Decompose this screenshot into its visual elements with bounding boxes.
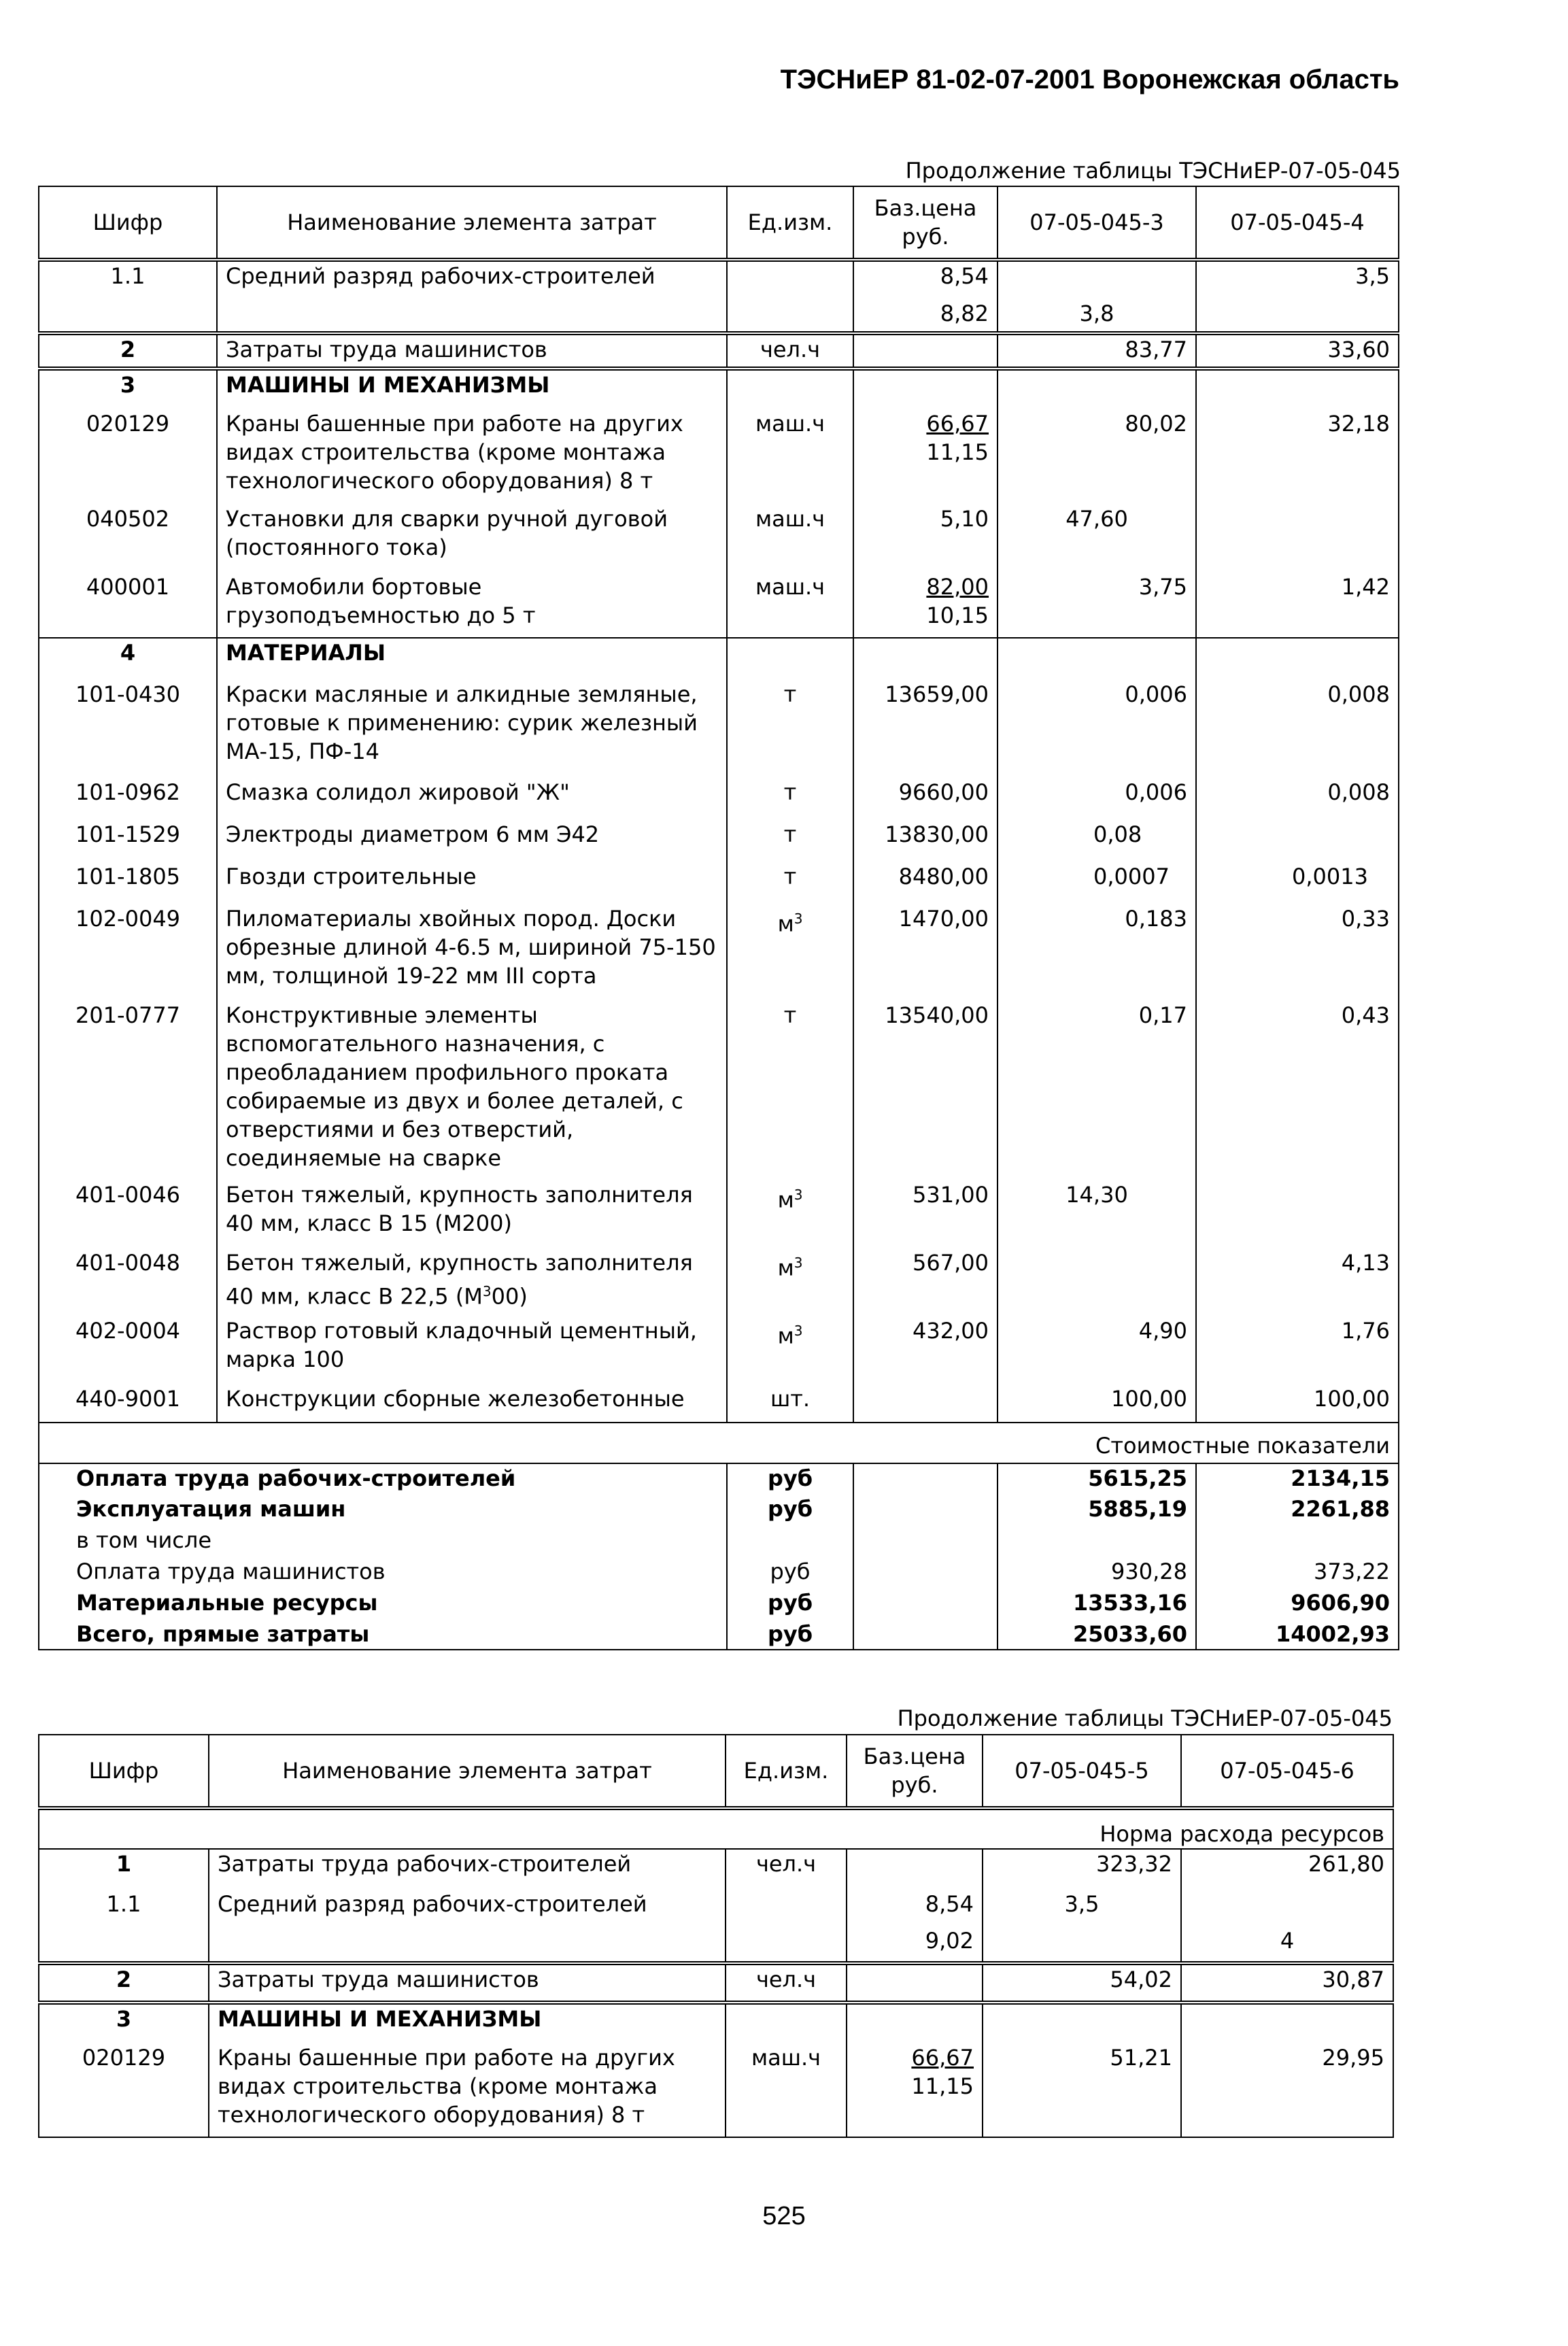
row-code: 102-0049	[75, 906, 181, 932]
price-main: 66,67	[911, 2045, 974, 2071]
cost-section-title: Стоимостные показатели	[39, 1423, 1399, 1463]
row-unit	[726, 1926, 847, 1963]
row-value-1: 3,8	[998, 299, 1196, 333]
cost-label: Материальные ресурсы	[76, 1590, 378, 1616]
table-row	[39, 680, 1399, 778]
row-value-1: 3,5	[983, 1890, 1181, 1926]
header-col1: 07-05-045-5	[983, 1735, 1181, 1808]
row-name: Средний разряд рабочих-строителей	[209, 1890, 726, 1926]
row-value-1	[998, 1248, 1196, 1316]
header-unit: Ед.изм.	[726, 1735, 847, 1808]
row-price	[853, 1384, 998, 1423]
row-value-2	[1196, 299, 1399, 333]
norm-section-title: Норма расхода ресурсов	[39, 1808, 1393, 1849]
row-value-1: 54,02	[983, 1963, 1181, 2003]
price-secondary: 10,15	[926, 602, 989, 628]
row-price: 8,82	[853, 299, 998, 333]
row-value-1: 0,006	[998, 680, 1196, 778]
price-main: 82,00	[926, 574, 989, 600]
table-row	[39, 820, 1399, 862]
cost-value-1: 930,28	[998, 1557, 1196, 1588]
row-unit: т	[727, 820, 853, 862]
price-secondary: 11,15	[911, 2073, 974, 2099]
row-price: 1470,00	[853, 904, 998, 1001]
row-name: Краны башенные при работе на других видах строительства (кроме монтажа технологического оборудования) 8 т	[209, 2043, 726, 2137]
row-value-1: 0,08	[998, 820, 1196, 862]
cost-unit: руб	[727, 1557, 853, 1588]
row-code: 402-0004	[75, 1318, 181, 1344]
row-value-2: 1,76	[1196, 1316, 1399, 1384]
row-price: 9,02	[847, 1926, 983, 1963]
row-value-2	[1196, 1180, 1399, 1248]
table-row	[39, 638, 1399, 680]
row-code: 401-0048	[75, 1250, 181, 1276]
table-row	[39, 1248, 1399, 1316]
cost-unit	[727, 1526, 853, 1557]
row-value-2: 0,43	[1196, 1001, 1399, 1180]
table1-header-row	[39, 186, 1399, 260]
row-value-1: 14,30	[998, 1180, 1196, 1248]
row-name: Электроды диаметром 6 мм Э42	[217, 820, 727, 862]
row-unit: т	[727, 1001, 853, 1180]
section-title: МАШИНЫ И МЕХАНИЗМЫ	[209, 2003, 726, 2043]
norm-title-row	[39, 1808, 1393, 1849]
row-value-2: 4	[1181, 1926, 1393, 1963]
document-header: ТЭСНиЕР 81-02-07-2001 Воронежская область	[780, 65, 1399, 95]
table-row	[39, 1890, 1393, 1926]
cost-label: в том числе	[76, 1527, 211, 1553]
table-row	[39, 573, 1399, 638]
row-code: 201-0777	[75, 1002, 181, 1028]
row-unit: т	[727, 778, 853, 820]
cost-value-1: 5615,25	[998, 1463, 1196, 1495]
cost-value-1: 13533,16	[998, 1588, 1196, 1620]
row-price: 9660,00	[853, 778, 998, 820]
table-row	[39, 333, 1399, 369]
header-code: Шифр	[39, 1735, 209, 1808]
cost-row	[39, 1588, 1399, 1620]
row-name: Бетон тяжелый, крупность заполнителя 40 мм, класс В 22,5 $(М^300)$	[217, 1248, 727, 1316]
price-main: 66,67	[926, 411, 989, 437]
row-value-1: 3,75	[998, 573, 1196, 638]
cost-unit: руб	[727, 1463, 853, 1495]
row-code: 3	[120, 372, 136, 398]
row-code: 020129	[86, 411, 170, 437]
row-name: Пиломатериалы хвойных пород. Доски обрезные длиной 4-6.5 м, шириной 75-150 мм, толщиной 19-22 мм III сорта	[217, 904, 727, 1001]
row-price: 531,00	[853, 1180, 998, 1248]
row-name: Краски масляные и алкидные земляные, готовые к применению: сурик железный МА-15, ПФ-14	[217, 680, 727, 778]
row-value-2	[1196, 820, 1399, 862]
row-value-2: 1,42	[1196, 573, 1399, 638]
row-unit: чел.ч	[726, 1963, 847, 2003]
table-row	[39, 409, 1399, 505]
row-value-1: 0,006	[998, 778, 1196, 820]
row-value-1: 323,32	[983, 1849, 1181, 1890]
row-price	[847, 1963, 983, 2003]
table-row	[39, 1963, 1393, 2003]
row-code: 101-1805	[75, 864, 181, 889]
row-price	[847, 1849, 983, 1890]
row-name: Затраты труда рабочих-строителей	[209, 1849, 726, 1890]
row-code: 040502	[86, 506, 170, 532]
row-unit	[727, 299, 853, 333]
row-price: 567,00	[853, 1248, 998, 1316]
row-code: 1.1	[106, 1891, 141, 1917]
table-row	[39, 1384, 1399, 1423]
table-row	[39, 1316, 1399, 1384]
row-price: 13830,00	[853, 820, 998, 862]
cost-value-2: 14002,93	[1196, 1620, 1399, 1650]
row-price: 5,10	[853, 505, 998, 573]
table2-continuation: Продолжение таблицы ТЭСНиЕР-07-05-045	[897, 1705, 1393, 1731]
row-unit: маш.ч	[727, 505, 853, 573]
row-unit: т	[727, 680, 853, 778]
table-row	[39, 1001, 1399, 1180]
row-price: 8480,00	[853, 862, 998, 904]
cost-value-1: 5885,19	[998, 1495, 1196, 1526]
row-code: 020129	[82, 2045, 166, 2071]
row-name: Конструктивные элементы вспомогательного назначения, с преобладанием профильного проката собираемые из двух и более деталей, с отверстиями и без отверстий, соединяемые на сварке	[217, 1001, 727, 1180]
table-row	[39, 369, 1399, 409]
row-name	[217, 299, 727, 333]
row-name: Затраты труда машинистов	[209, 1963, 726, 2003]
row-code	[39, 1926, 209, 1963]
row-code: 440-9001	[75, 1386, 181, 1412]
table-row	[39, 862, 1399, 904]
cost-row	[39, 1526, 1399, 1557]
table-row	[39, 1180, 1399, 1248]
header-price: Баз.цена руб.	[847, 1735, 983, 1808]
row-value-1: 47,60	[998, 505, 1196, 573]
row-price: 8,54	[853, 260, 998, 299]
row-value-1: 51,21	[983, 2043, 1181, 2137]
row-unit: $м^3$	[727, 904, 853, 1001]
row-code: 1.1	[110, 263, 146, 289]
table-row	[39, 260, 1399, 299]
row-code: 101-0430	[75, 681, 181, 707]
row-value-2: 33,60	[1196, 333, 1399, 369]
row-name: Смазка солидол жировой "Ж"	[217, 778, 727, 820]
row-code: 2	[120, 337, 136, 362]
row-name: Установки для сварки ручной дуговой (постоянного тока)	[217, 505, 727, 573]
cost-value-2: 2134,15	[1196, 1463, 1399, 1495]
cost-row	[39, 1495, 1399, 1526]
header-col2: 07-05-045-6	[1181, 1735, 1393, 1808]
row-value-1: 80,02	[998, 409, 1196, 505]
table-row	[39, 1849, 1393, 1890]
row-name: Раствор готовый кладочный цементный, марка 100	[217, 1316, 727, 1384]
row-value-1: 100,00	[998, 1384, 1196, 1423]
cost-unit: руб	[727, 1620, 853, 1650]
resource-table-2	[38, 1734, 1394, 2138]
row-value-1: 0,17	[998, 1001, 1196, 1180]
page-number: 525	[762, 2202, 806, 2230]
row-price: 432,00	[853, 1316, 998, 1384]
row-unit: маш.ч	[727, 409, 853, 505]
header-price: Баз.цена руб.	[853, 186, 998, 260]
row-price	[853, 409, 998, 505]
cost-label: Оплата труда машинистов	[76, 1559, 386, 1584]
row-value-2	[1196, 505, 1399, 573]
row-value-2: 29,95	[1181, 2043, 1393, 2137]
row-code: 101-1529	[75, 821, 181, 847]
row-name: Бетон тяжелый, крупность заполнителя 40 мм, класс В 15 (М200)	[217, 1180, 727, 1248]
row-code	[39, 299, 217, 333]
row-value-1: 0,0007	[998, 862, 1196, 904]
table-row	[39, 778, 1399, 820]
table-row	[39, 299, 1399, 333]
row-code: 1	[116, 1851, 132, 1877]
row-value-2	[1181, 1890, 1393, 1926]
header-col1: 07-05-045-3	[998, 186, 1196, 260]
row-code: 3	[116, 2006, 132, 2032]
row-name: Краны башенные при работе на других видах строительства (кроме монтажа технологического оборудования) 8 т	[217, 409, 727, 505]
cost-row	[39, 1557, 1399, 1588]
row-code: 4	[120, 640, 136, 666]
cost-value-2: 2261,88	[1196, 1495, 1399, 1526]
cost-value-2: 9606,90	[1196, 1588, 1399, 1620]
row-price	[853, 333, 998, 369]
row-value-1	[998, 260, 1196, 299]
table-row	[39, 904, 1399, 1001]
cost-label: Всего, прямые затраты	[76, 1621, 370, 1647]
table-row	[39, 2043, 1393, 2137]
cost-row	[39, 1463, 1399, 1495]
row-name: Средний разряд рабочих-строителей	[217, 260, 727, 299]
row-name: Затраты труда машинистов	[217, 333, 727, 369]
row-value-1	[983, 1926, 1181, 1963]
row-unit	[727, 260, 853, 299]
row-value-2: 0,008	[1196, 778, 1399, 820]
price-secondary: 11,15	[926, 439, 989, 465]
row-unit: маш.ч	[726, 2043, 847, 2137]
row-value-2: 0,0013	[1196, 862, 1399, 904]
row-code: 400001	[86, 574, 170, 600]
row-name: Гвозди строительные	[217, 862, 727, 904]
row-value-2: 3,5	[1196, 260, 1399, 299]
row-unit	[726, 1890, 847, 1926]
row-price: 13659,00	[853, 680, 998, 778]
row-unit: маш.ч	[727, 573, 853, 638]
row-unit: шт.	[727, 1384, 853, 1423]
row-unit: $м^3$	[727, 1316, 853, 1384]
row-name: Конструкции сборные железобетонные	[217, 1384, 727, 1423]
row-value-2: 100,00	[1196, 1384, 1399, 1423]
row-value-1: 83,77	[998, 333, 1196, 369]
cost-unit: руб	[727, 1588, 853, 1620]
row-code: 2	[116, 1967, 132, 1992]
header-col2: 07-05-045-4	[1196, 186, 1399, 260]
row-price	[853, 573, 998, 638]
row-unit: т	[727, 862, 853, 904]
table-row	[39, 505, 1399, 573]
row-value-2: 261,80	[1181, 1849, 1393, 1890]
row-value-2: 0,33	[1196, 904, 1399, 1001]
header-name: Наименование элемента затрат	[217, 186, 727, 260]
row-name: Автомобили бортовые грузоподъемностью до 5 т	[217, 573, 727, 638]
table2-header-row	[39, 1735, 1393, 1808]
cost-label: Оплата труда рабочих-строителей	[76, 1465, 516, 1491]
row-price	[847, 2043, 983, 2137]
row-unit: $м^3$	[727, 1180, 853, 1248]
header-code: Шифр	[39, 186, 217, 260]
cost-title-row	[39, 1423, 1399, 1463]
row-value-1: 4,90	[998, 1316, 1196, 1384]
row-price: 8,54	[847, 1890, 983, 1926]
row-unit: чел.ч	[727, 333, 853, 369]
row-code: 401-0046	[75, 1182, 181, 1208]
row-value-2: 30,87	[1181, 1963, 1393, 2003]
row-value-2: 4,13	[1196, 1248, 1399, 1316]
cost-value-1: 25033,60	[998, 1620, 1196, 1650]
cost-value-2: 373,22	[1196, 1557, 1399, 1588]
resource-table-1	[38, 186, 1399, 1650]
row-code: 101-0962	[75, 779, 181, 805]
header-name: Наименование элемента затрат	[209, 1735, 726, 1808]
cost-row	[39, 1620, 1399, 1650]
table-row	[39, 1926, 1393, 1963]
row-unit: чел.ч	[726, 1849, 847, 1890]
row-value-2: 32,18	[1196, 409, 1399, 505]
section-title: МАШИНЫ И МЕХАНИЗМЫ	[217, 369, 727, 409]
row-value-1: 0,183	[998, 904, 1196, 1001]
row-value-2: 0,008	[1196, 680, 1399, 778]
cost-label: Эксплуатация машин	[76, 1496, 346, 1522]
row-unit: $м^3$	[727, 1248, 853, 1316]
row-name	[209, 1926, 726, 1963]
row-price: 13540,00	[853, 1001, 998, 1180]
table-row	[39, 2003, 1393, 2043]
header-unit: Ед.изм.	[727, 186, 853, 260]
table1-continuation: Продолжение таблицы ТЭСНиЕР-07-05-045	[905, 158, 1401, 184]
section-title: МАТЕРИАЛЫ	[217, 638, 727, 680]
cost-unit: руб	[727, 1495, 853, 1526]
